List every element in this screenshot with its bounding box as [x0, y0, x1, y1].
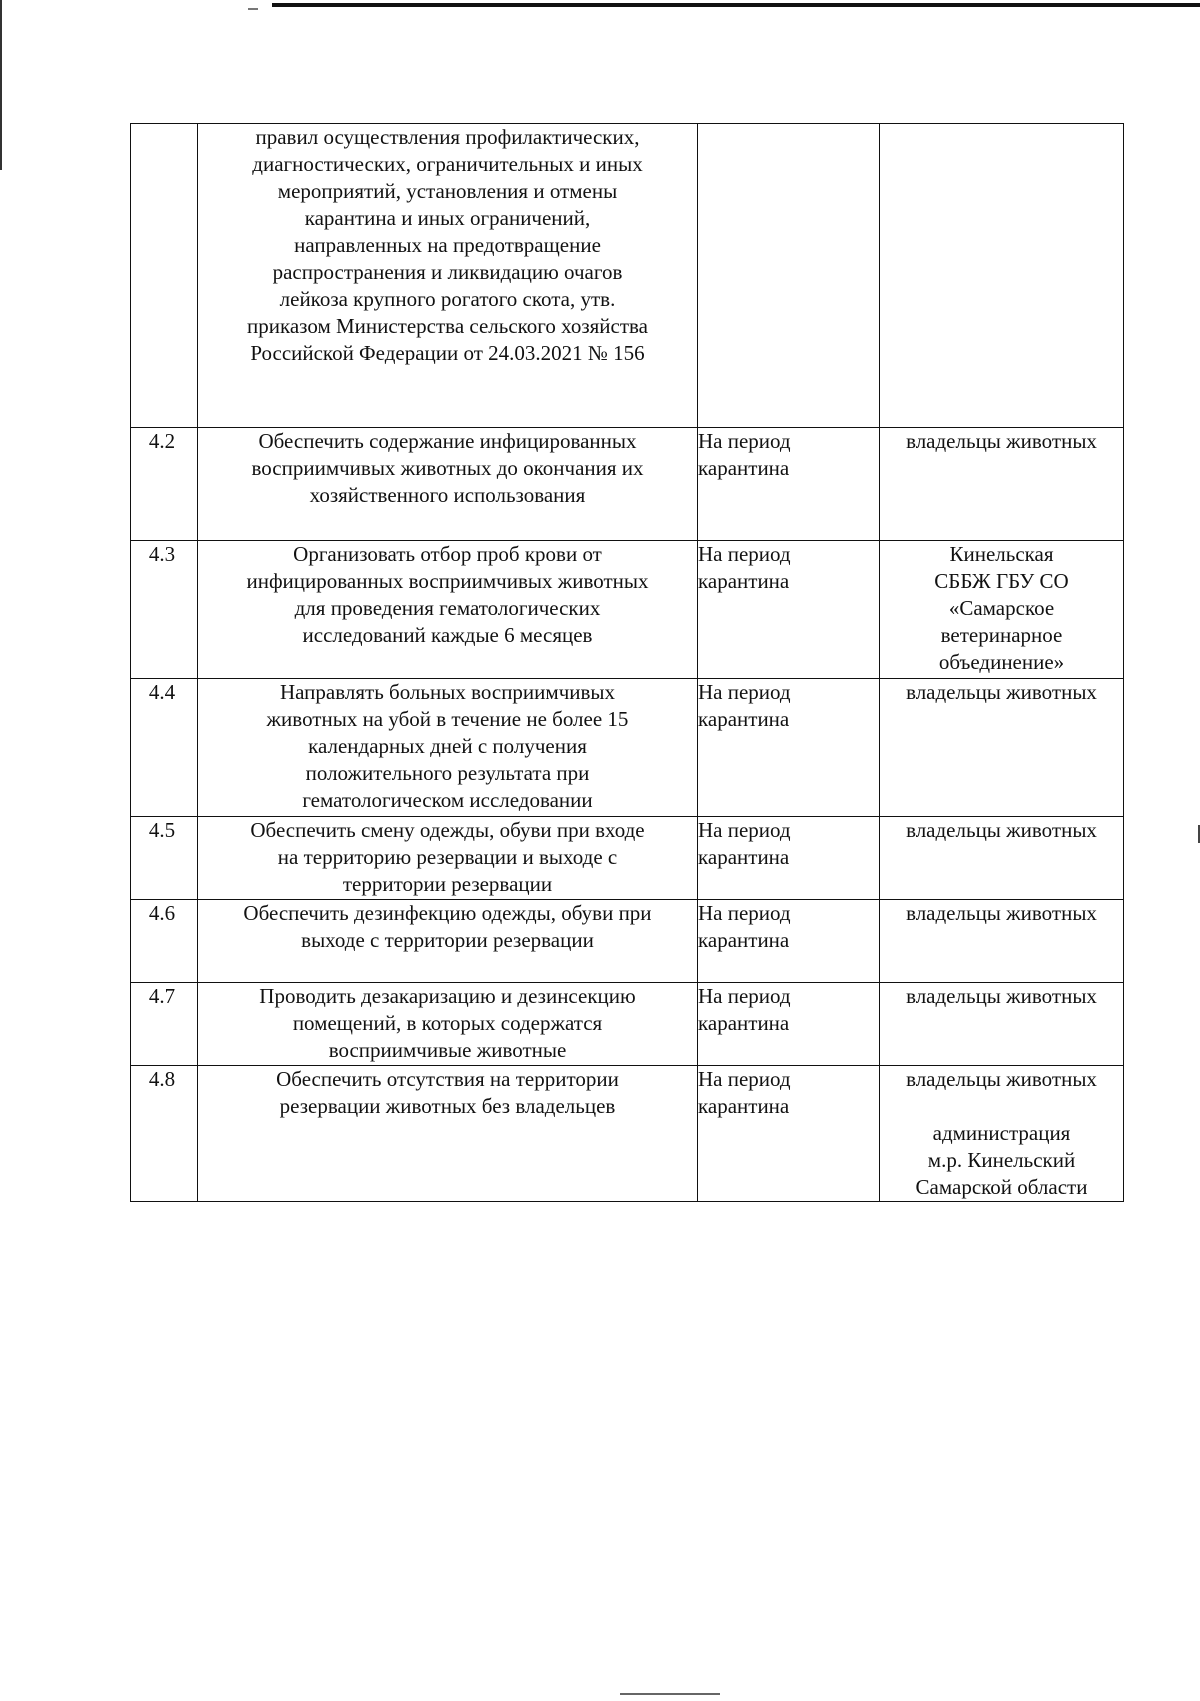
term-line: На период [698, 429, 791, 453]
responsible-cell [880, 124, 1124, 428]
responsible-line: владельцы животных [906, 984, 1097, 1008]
measure-text-line: гематологическом исследовании [302, 788, 593, 812]
term-cell [698, 817, 880, 900]
measure-text-line: лейкоза крупного рогатого скота, утв. [279, 287, 616, 311]
responsible-cell [880, 983, 1124, 1066]
row-number-cell [131, 983, 198, 1066]
row-number-cell [131, 679, 198, 817]
term-line: карантина [698, 1011, 790, 1035]
measure-text-line: приказом Министерства сельского хозяйства [246, 314, 648, 338]
measure-text-line: восприимчивых животных до окончания их [251, 456, 644, 480]
measure-text-line: для проведения гематологических [294, 596, 601, 620]
term-cell [698, 679, 880, 817]
scan-edge [0, 0, 2, 170]
measure-text-line: Обеспечить смену одежды, обуви при входе [250, 818, 645, 842]
measure-text-cell [198, 541, 698, 679]
table-row [131, 1066, 1124, 1202]
table-row [131, 124, 1124, 428]
measure-text-line: карантина и иных ограничений, [304, 206, 591, 230]
row-number: 4.3 [148, 542, 176, 566]
measure-text-line: Российской Федерации от 24.03.2021 № 156 [250, 341, 645, 365]
measure-text-line: выходе с территории резервации [301, 928, 594, 952]
term-line: карантина [698, 569, 790, 593]
table-row [131, 817, 1124, 900]
responsible-line: ветеринарное [940, 623, 1063, 647]
responsible-cell [880, 679, 1124, 817]
row-number: 4.8 [148, 1067, 176, 1091]
responsible-cell [880, 428, 1124, 541]
term-line: карантина [698, 707, 790, 731]
measures-table [130, 123, 1124, 1202]
row-number: 4.7 [148, 984, 176, 1008]
measure-text-line: восприимчивые животные [328, 1038, 567, 1062]
measure-text-cell [198, 900, 698, 983]
responsible-line: м.р. Кинельский [927, 1148, 1076, 1172]
term-line: На период [698, 1067, 791, 1091]
measure-text-line: резервации животных без владельцев [279, 1094, 616, 1118]
scan-mark [248, 8, 258, 10]
responsible-line: объединение» [938, 650, 1065, 674]
table-row [131, 679, 1124, 817]
spacer [880, 1093, 1123, 1120]
term-line: На период [698, 818, 791, 842]
measure-text-cell [198, 1066, 698, 1202]
responsible-line: Кинельская [949, 542, 1054, 566]
responsible-line: владельцы животных [906, 429, 1097, 453]
term-cell [698, 1066, 880, 1202]
responsible-line: владельцы животных [906, 901, 1097, 925]
row-number-cell [131, 541, 198, 679]
measure-text-line: Обеспечить содержание инфицированных [258, 429, 637, 453]
term-cell [698, 124, 880, 428]
measure-text-cell [198, 428, 698, 541]
measure-text-line: распространения и ликвидацию очагов [272, 260, 623, 284]
term-line: На период [698, 542, 791, 566]
measure-text-line: Направлять больных восприимчивых [279, 680, 616, 704]
term-cell [698, 983, 880, 1066]
measure-text-cell [198, 679, 698, 817]
row-number: 4.2 [148, 429, 176, 453]
term-cell [698, 428, 880, 541]
responsible-line: СББЖ ГБУ СО [934, 569, 1069, 593]
measure-text-line: животных на убой в течение не более 15 [266, 707, 629, 731]
scan-mark [620, 1693, 720, 1695]
measure-text-line: диагностических, ограничительных и иных [252, 152, 643, 176]
responsible-cell [880, 817, 1124, 900]
row-number: 4.5 [148, 818, 176, 842]
term-line: карантина [698, 456, 790, 480]
table-row [131, 428, 1124, 541]
responsible-line: администрация [932, 1121, 1071, 1145]
measure-text-line: территории резервации [342, 872, 553, 896]
measure-text-cell [198, 983, 698, 1066]
term-line: карантина [698, 845, 790, 869]
measure-text-line: правил осуществления профилактических, [255, 125, 640, 149]
row-number-cell [131, 124, 198, 428]
measure-text-line: хозяйственного использования [309, 483, 586, 507]
measure-text-line: исследований каждые 6 месяцев [302, 623, 593, 647]
measure-text-cell [198, 124, 698, 428]
row-number-cell [131, 428, 198, 541]
responsible-line: владельцы животных [906, 1067, 1097, 1091]
measure-text-line: положительного результата при [305, 761, 590, 785]
row-number-cell [131, 817, 198, 900]
scan-border-line [272, 3, 1200, 7]
row-number: 4.4 [148, 680, 176, 704]
measure-text-line: Обеспечить отсутствия на территории [276, 1067, 619, 1091]
responsible-cell [880, 541, 1124, 679]
responsible-cell [880, 900, 1124, 983]
term-line: карантина [698, 928, 790, 952]
row-number: 4.6 [148, 901, 176, 925]
responsible-line: Самарской области [915, 1175, 1088, 1199]
term-line: На период [698, 984, 791, 1008]
measure-text-line: инфицированных восприимчивых животных [246, 569, 649, 593]
responsible-line: «Самарское [948, 596, 1055, 620]
term-line: На период [698, 680, 791, 704]
table-row [131, 541, 1124, 679]
term-line: карантина [698, 1094, 790, 1118]
row-number-cell [131, 900, 198, 983]
measure-text-line: направленных на предотвращение [294, 233, 601, 257]
measure-text-line: Проводить дезакаризацию и дезинсекцию [259, 984, 636, 1008]
row-number-cell [131, 1066, 198, 1202]
term-cell [698, 541, 880, 679]
measure-text-line: Обеспечить дезинфекцию одежды, обуви при [243, 901, 652, 925]
measure-text-line: на территорию резервации и выходе с [277, 845, 618, 869]
responsible-cell [880, 1066, 1124, 1202]
term-line: На период [698, 901, 791, 925]
responsible-line: владельцы животных [906, 818, 1097, 842]
responsible-line: владельцы животных [906, 680, 1097, 704]
table-row [131, 900, 1124, 983]
measure-text-cell [198, 817, 698, 900]
measure-text-line: Организовать отбор проб крови от [293, 542, 602, 566]
measure-text-line: помещений, в которых содержатся [292, 1011, 603, 1035]
measure-text-line: мероприятий, установления и отмены [277, 179, 618, 203]
measure-text-line: календарных дней с получения [308, 734, 587, 758]
term-cell [698, 900, 880, 983]
table-row [131, 983, 1124, 1066]
